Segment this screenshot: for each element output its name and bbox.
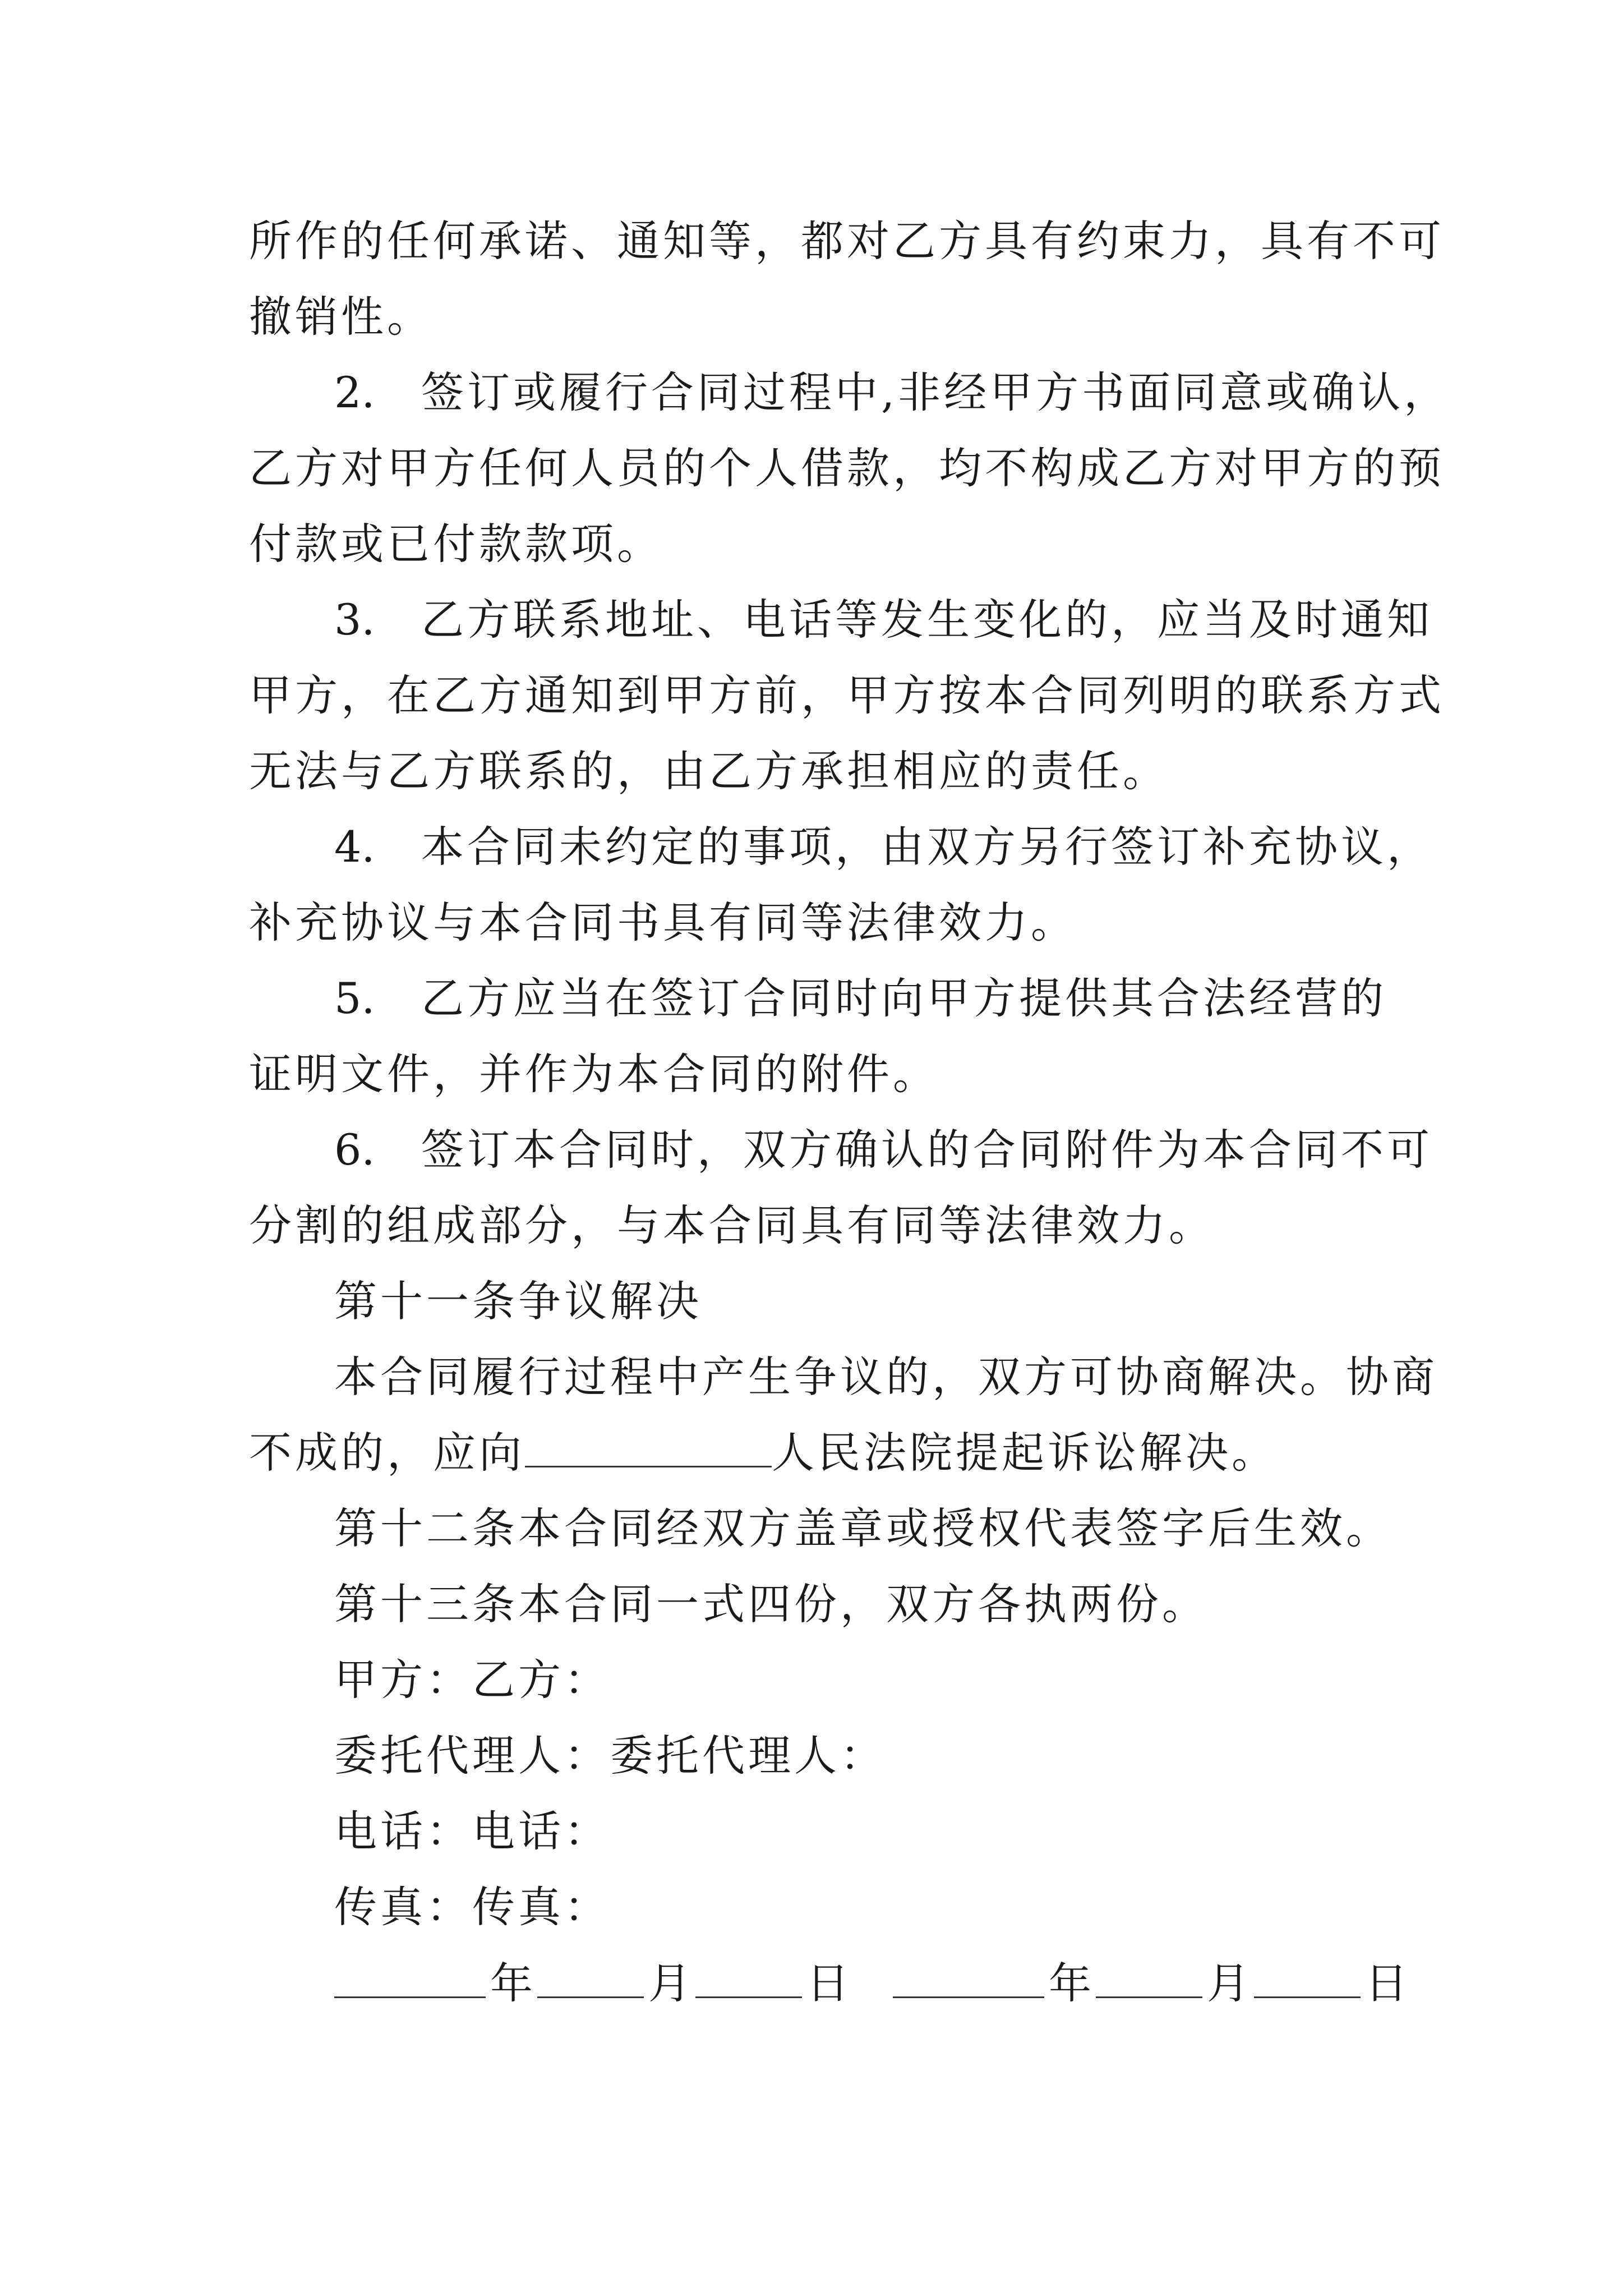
paragraph-line: 撤销性。: [249, 292, 433, 342]
year-label: 年: [490, 1958, 533, 2008]
day-label: 日: [806, 1958, 849, 2008]
clause-number: 5.: [334, 973, 375, 1023]
article-12: 第十二条本合同经双方盖章或授权代表签字后生效。: [334, 1503, 1392, 1553]
paragraph-line: 证明文件，并作为本合同的附件。: [249, 1049, 939, 1099]
paragraph-line: 无法与乙方联系的，由乙方承担相应的责任。: [249, 746, 1169, 796]
party-b-day-blank[interactable]: [1254, 1957, 1361, 1998]
clause-text: 本合同未约定的事项，由双方另行签订补充协议，: [421, 822, 1433, 872]
party-b-year-blank[interactable]: [893, 1957, 1044, 1998]
signature-parties: 甲方：乙方：: [334, 1655, 610, 1705]
party-b-month-blank[interactable]: [1096, 1957, 1202, 1998]
clause-text: 乙方应当在签订合同时向甲方提供其合法经营的: [421, 973, 1387, 1023]
clause-number: 4.: [334, 822, 375, 872]
paragraph-line: 付款或已付款款项。: [249, 519, 663, 569]
paragraph-line: 乙方对甲方任何人员的个人借款，均不构成乙方对甲方的预: [249, 443, 1445, 493]
paragraph-line: 所作的任何承诺、通知等，都对乙方具有约束力，具有不可: [249, 216, 1445, 266]
signature-phones: 电话：电话：: [334, 1806, 610, 1856]
paragraph-line: 甲方，在乙方通知到甲方前，甲方按本合同列明的联系方式: [249, 670, 1445, 720]
paragraph-line: 分割的组成部分，与本合同具有同等法律效力。: [249, 1200, 1215, 1250]
clause-3-line-1: [334, 592, 1433, 648]
article-11-pre: 不成的，应向: [249, 1428, 525, 1478]
month-label: 月: [648, 1958, 691, 2008]
article-11-title: 第十一条争议解决: [334, 1276, 702, 1326]
paragraph-line: 补充协议与本合同书具有同等法律效力。: [249, 898, 1077, 947]
clause-5-line-1: [334, 970, 1387, 1027]
clause-text: 乙方联系地址、电话等发生变化的，应当及时通知: [421, 595, 1433, 645]
clause-number: 3.: [334, 595, 375, 645]
clause-number: 6.: [334, 1125, 375, 1175]
party-a-year-blank[interactable]: [334, 1957, 486, 1998]
clause-4-line-1: [334, 819, 1433, 875]
year-label: 年: [1049, 1958, 1091, 2008]
article-11-post: 人民法院提起诉讼解决。: [772, 1428, 1278, 1478]
clause-6-line-1: [334, 1122, 1433, 1178]
article-13: 第十三条本合同一式四份，双方各执两份。: [334, 1579, 1208, 1629]
clause-text: 签订本合同时，双方确认的合同附件为本合同不可: [421, 1125, 1433, 1175]
day-label: 日: [1365, 1958, 1408, 2008]
party-a-day-blank[interactable]: [695, 1957, 802, 1998]
party-a-month-blank[interactable]: [537, 1957, 644, 1998]
signature-agents: 委托代理人：委托代理人：: [334, 1731, 886, 1780]
clause-number: 2.: [334, 367, 375, 417]
clause-2-line-1: [334, 365, 1450, 421]
signature-faxes: 传真：传真：: [334, 1882, 610, 1932]
article-11-line-2: [249, 1425, 1278, 1481]
article-11-line-1: 本合同履行过程中产生争议的，双方可协商解决。协商: [334, 1352, 1438, 1402]
month-label: 月: [1207, 1958, 1249, 2008]
court-blank-field[interactable]: [525, 1427, 772, 1467]
clause-text: 签订或履行合同过程中,非经甲方书面同意或确认，: [421, 367, 1450, 417]
date-row: [334, 1955, 1412, 2012]
